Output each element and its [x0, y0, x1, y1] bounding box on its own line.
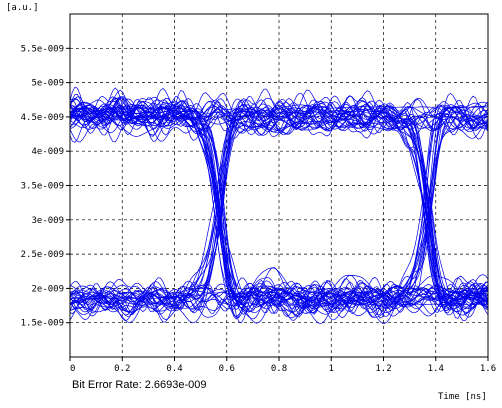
y-tick-label: 4e-009	[31, 147, 64, 158]
x-axis-label: Time [ns]	[438, 392, 487, 402]
y-tick-label: 2.5e-009	[20, 250, 64, 261]
x-tick-label: 1	[328, 364, 334, 374]
y-tick-label: 2e-009	[31, 284, 64, 295]
y-tick-label: 3.5e-009	[20, 181, 64, 192]
y-axis-ticks	[21, 44, 70, 328]
y-axis-label: [a.u.]	[6, 3, 39, 13]
x-tick-label: 0.2	[114, 364, 131, 374]
x-tick-label: 0.4	[166, 364, 183, 374]
x-tick-label: 0.8	[270, 364, 288, 374]
x-axis-ticks	[70, 357, 496, 374]
bit-error-rate-text: Bit Error Rate: 2.6693e-009	[72, 379, 207, 391]
x-tick-label: 1.6	[479, 364, 497, 374]
x-tick-label: 1.2	[375, 364, 392, 374]
x-tick-label: 0	[70, 364, 76, 374]
y-tick-label: 5.5e-009	[20, 44, 64, 55]
x-tick-label: 1.4	[427, 364, 444, 374]
y-tick-label: 5e-009	[31, 78, 64, 89]
x-tick-label: 0.6	[218, 364, 235, 374]
y-tick-label: 4.5e-009	[20, 112, 64, 123]
y-tick-label: 3e-009	[31, 215, 64, 226]
y-tick-label: 1.5e-009	[20, 318, 64, 329]
